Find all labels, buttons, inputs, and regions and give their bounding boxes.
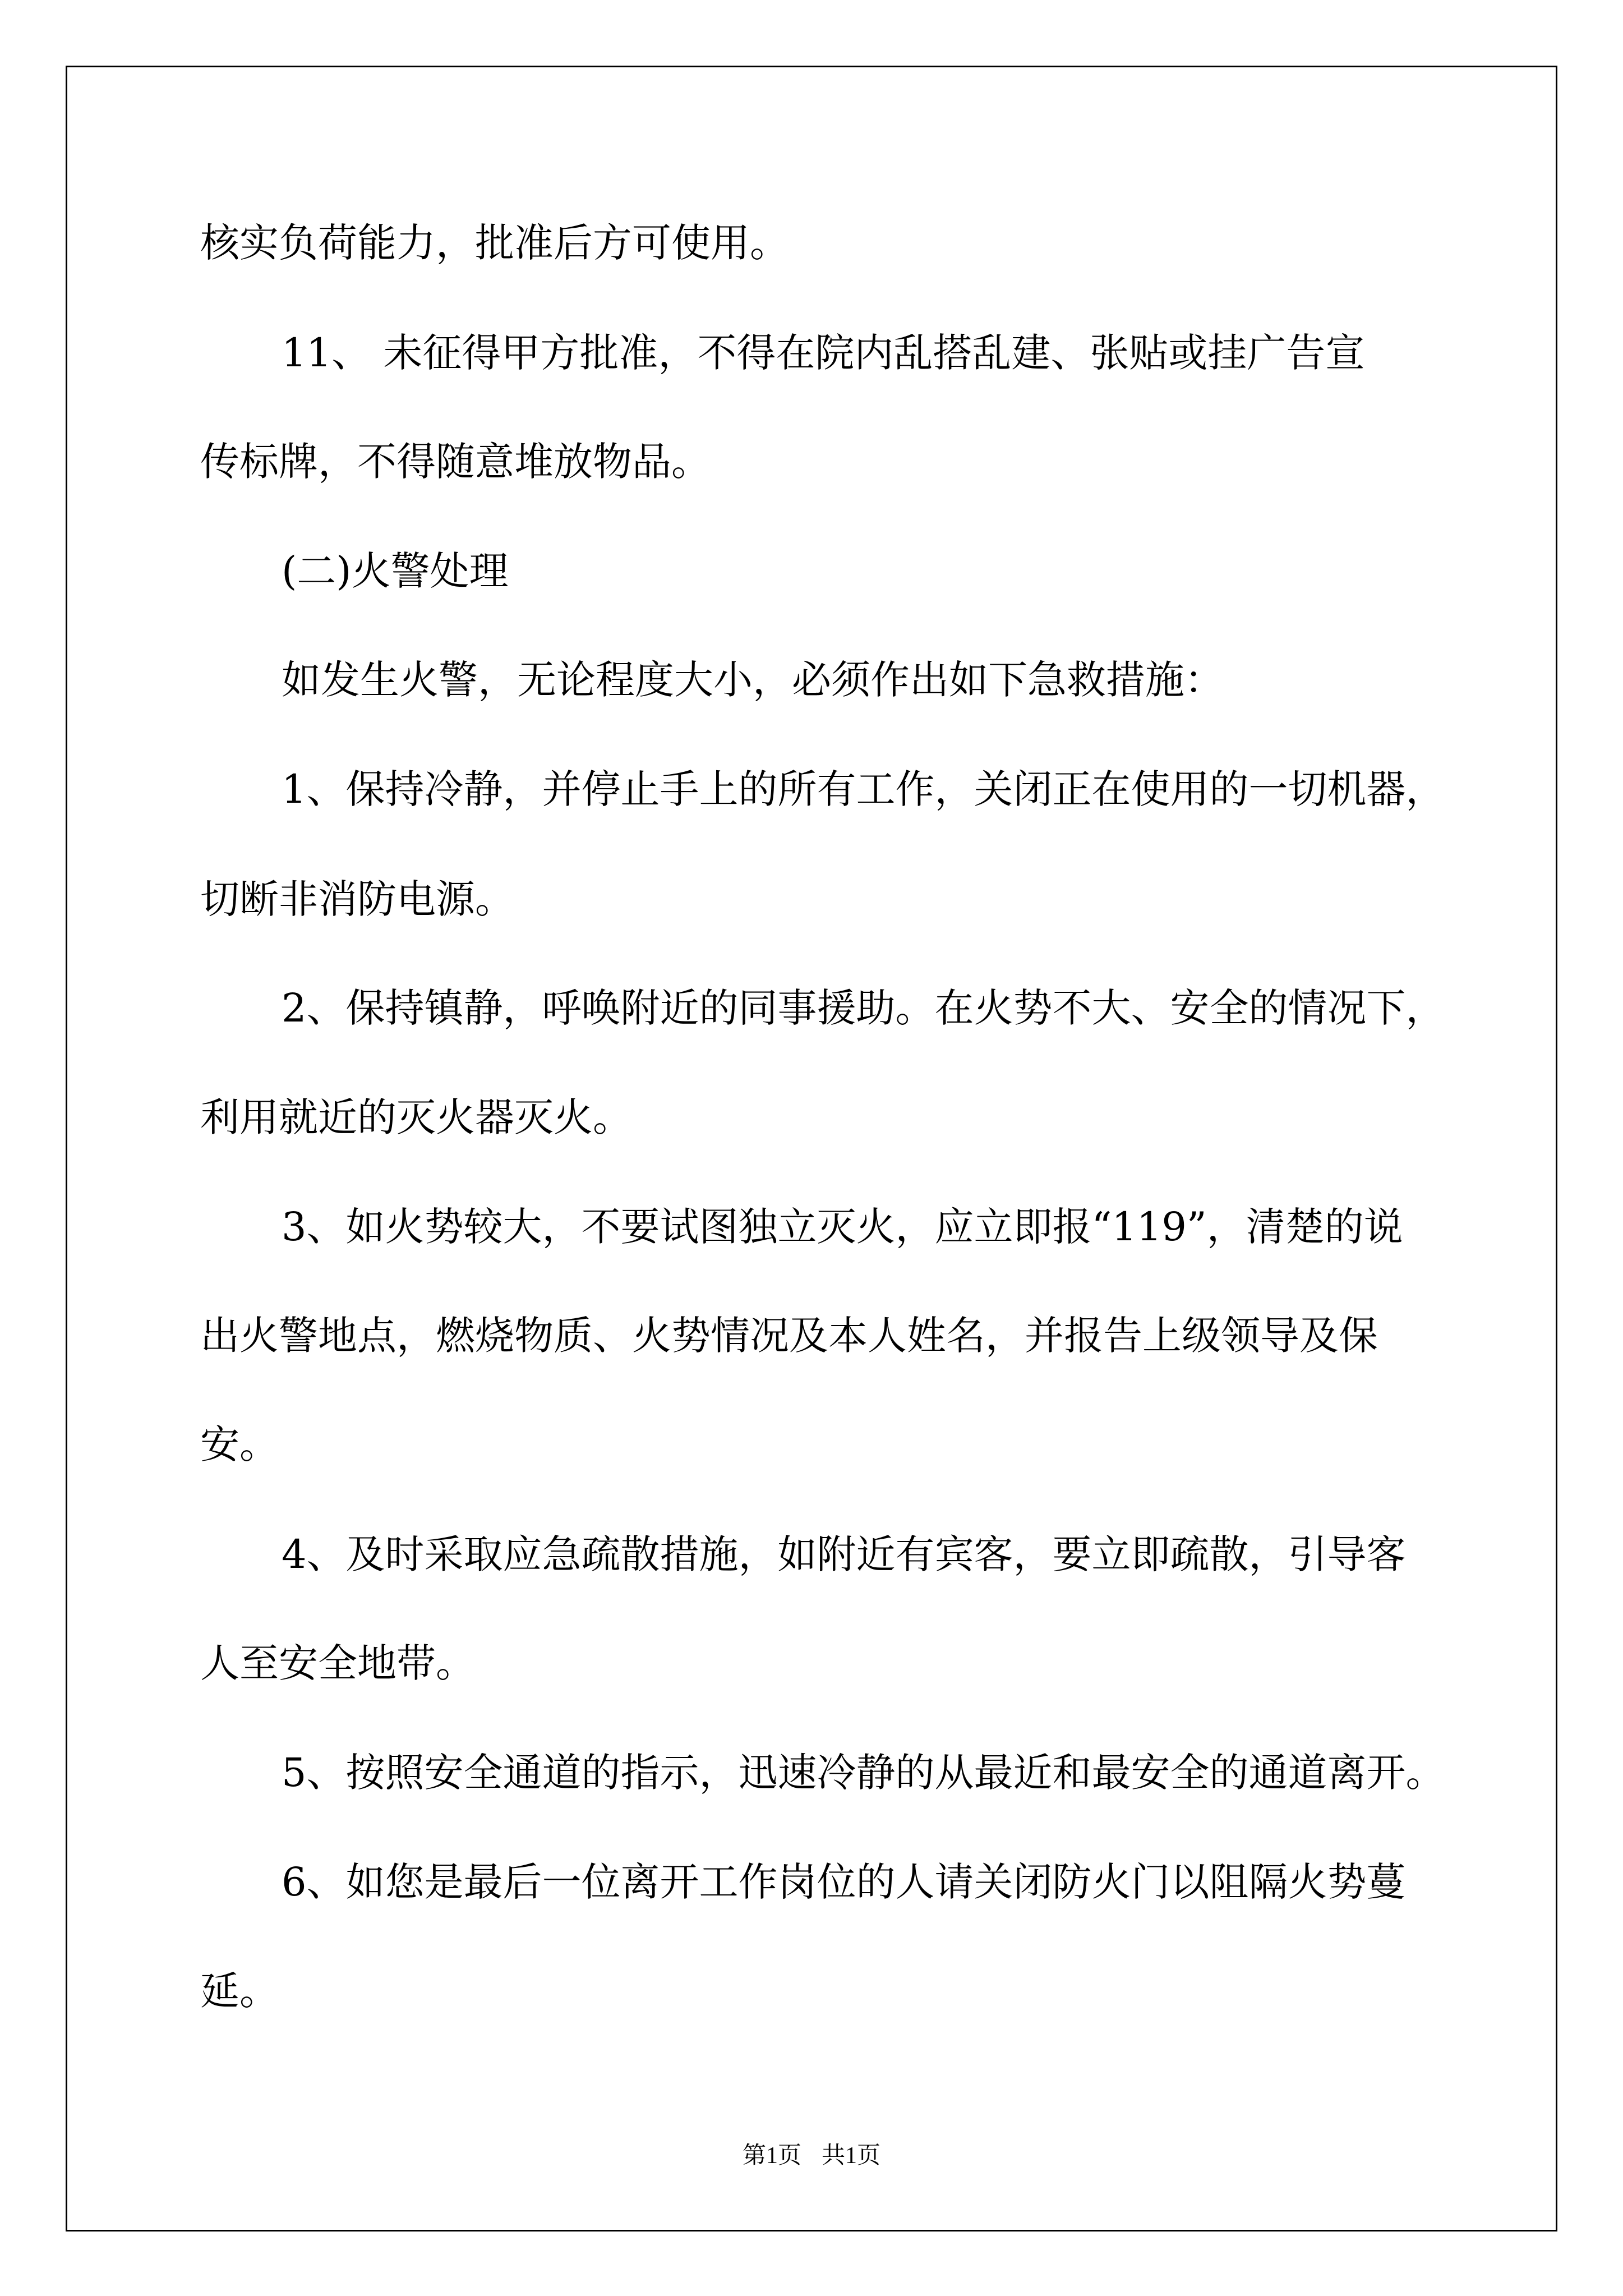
text-line: 切断非消防电源。 xyxy=(200,876,514,922)
text-line: 如发生火警，无论程度大小，必须作出如下急救措施： xyxy=(282,657,1224,703)
text-line: 3、如火势较大，不要试图独立灭火，应立即报“119”，清楚的说 xyxy=(282,1204,1403,1250)
text-line: 4、及时采取应急疏散措施，如附近有宾客，要立即疏散，引导客 xyxy=(282,1531,1406,1577)
text-line: 核实负荷能力，批准后方可使用。 xyxy=(200,220,789,266)
page-footer xyxy=(0,2144,1623,2168)
text-line: 出火警地点，燃烧物质、火势情况及本人姓名，并报告上级领导及保 xyxy=(200,1313,1378,1359)
page-total: 共1页 xyxy=(822,2143,881,2169)
text-line: 延。 xyxy=(200,1968,279,2014)
text-line: 安。 xyxy=(200,1421,279,1467)
text-line: 利用就近的灭火器灭火。 xyxy=(200,1094,632,1140)
text-line: 人至安全地带。 xyxy=(200,1640,475,1686)
page-border xyxy=(66,66,1557,2231)
text-line: 6、如您是最后一位离开工作岗位的人请关闭防火门以阻隔火势蔓 xyxy=(282,1859,1406,1905)
page-number: 第1页 xyxy=(742,2143,801,2169)
text-line: 2、保持镇静，呼唤附近的同事援助。在火势不大、安全的情况下， xyxy=(282,985,1445,1031)
text-line: 5、按照安全通道的指示，迅速冷静的从最近和最安全的通道离开。 xyxy=(282,1750,1445,1796)
text-line: 11、 未征得甲方批准，不得在院内乱搭乱建、张贴或挂广告宣 xyxy=(282,330,1365,376)
text-line: 传标牌，不得随意堆放物品。 xyxy=(200,439,711,485)
text-line: 1、保持冷静，并停止手上的所有工作，关闭正在使用的一切机器， xyxy=(282,766,1445,812)
section-heading: (二)火警处理 xyxy=(282,548,509,594)
